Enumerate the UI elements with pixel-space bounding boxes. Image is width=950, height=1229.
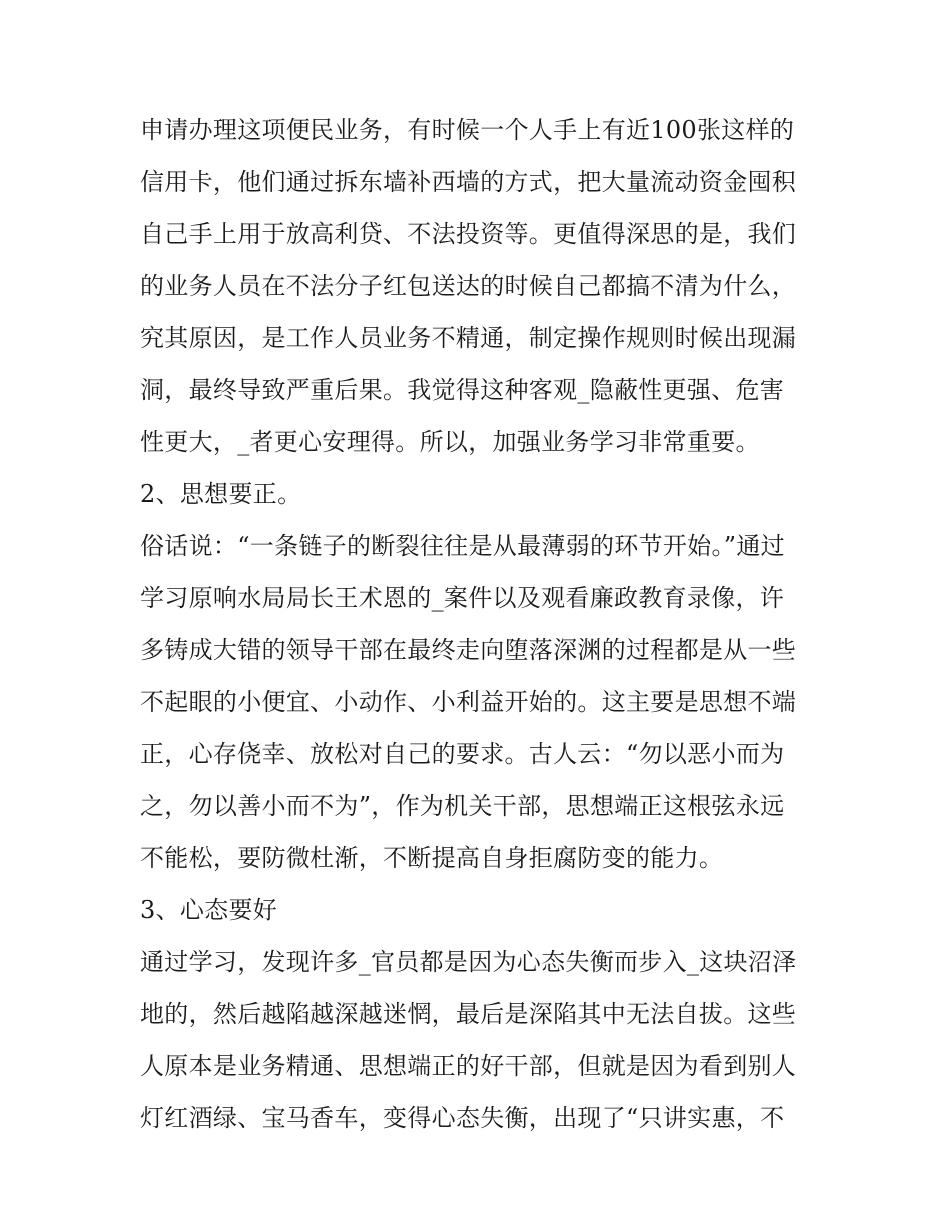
text-line: 俗话说：“一条链子的断裂往往是从最薄弱的环节开始。”通过 bbox=[140, 532, 785, 560]
text-line: 之，勿以善小而不为”，作为机关干部，思想端正这根弦永远 bbox=[140, 792, 785, 820]
text-line: 多铸成大错的领导干部在最终走向堕落深渊的过程都是从一些 bbox=[140, 636, 797, 664]
text-line: 自己手上用于放高利贷、不法投资等。更值得深思的是，我们 bbox=[140, 220, 797, 248]
section-heading: 2、思想要正。 bbox=[140, 480, 302, 508]
text-line: 不起眼的小便宜、小动作、小利益开始的。这主要是思想不端 bbox=[140, 688, 797, 716]
text-line: 性更大，_者更心安理得。所以，加强业务学习非常重要。 bbox=[140, 428, 760, 456]
body-text bbox=[140, 104, 820, 1144]
text-line: 申请办理这项便民业务，有时候一个人手上有近100张这样的 bbox=[140, 116, 795, 144]
text-line: 究其原因，是工作人员业务不精通，制定操作规则时候出现漏 bbox=[140, 324, 797, 352]
section-heading: 3、心态要好 bbox=[140, 896, 278, 924]
text-line: 洞，最终导致严重后果。我觉得这种客观_隐蔽性更强、危害 bbox=[140, 376, 785, 404]
text-line: 地的，然后越陷越深越迷惘，最后是深陷其中无法自拔。这些 bbox=[140, 1000, 797, 1028]
text-line: 信用卡，他们通过拆东墙补西墙的方式，把大量流动资金囤积 bbox=[140, 168, 797, 196]
text-line: 通过学习，发现许多_官员都是因为心态失衡而步入_这块沼泽 bbox=[140, 948, 797, 976]
text-line: 的业务人员在不法分子红包送达的时候自己都搞不清为什么， bbox=[140, 272, 797, 300]
text-line: 灯红酒绿、宝马香车，变得心态失衡，出现了“只讲实惠，不 bbox=[140, 1104, 785, 1132]
text-line: 不能松，要防微杜渐，不断提高自身拒腐防变的能力。 bbox=[140, 844, 724, 872]
text-line: 正，心存侥幸、放松对自己的要求。古人云：“勿以恶小而为 bbox=[140, 740, 785, 768]
text-line: 学习原响水局局长王术恩的_案件以及观看廉政教育录像，许 bbox=[140, 584, 785, 612]
text-line: 人原本是业务精通、思想端正的好干部，但就是因为看到别人 bbox=[140, 1052, 797, 1080]
